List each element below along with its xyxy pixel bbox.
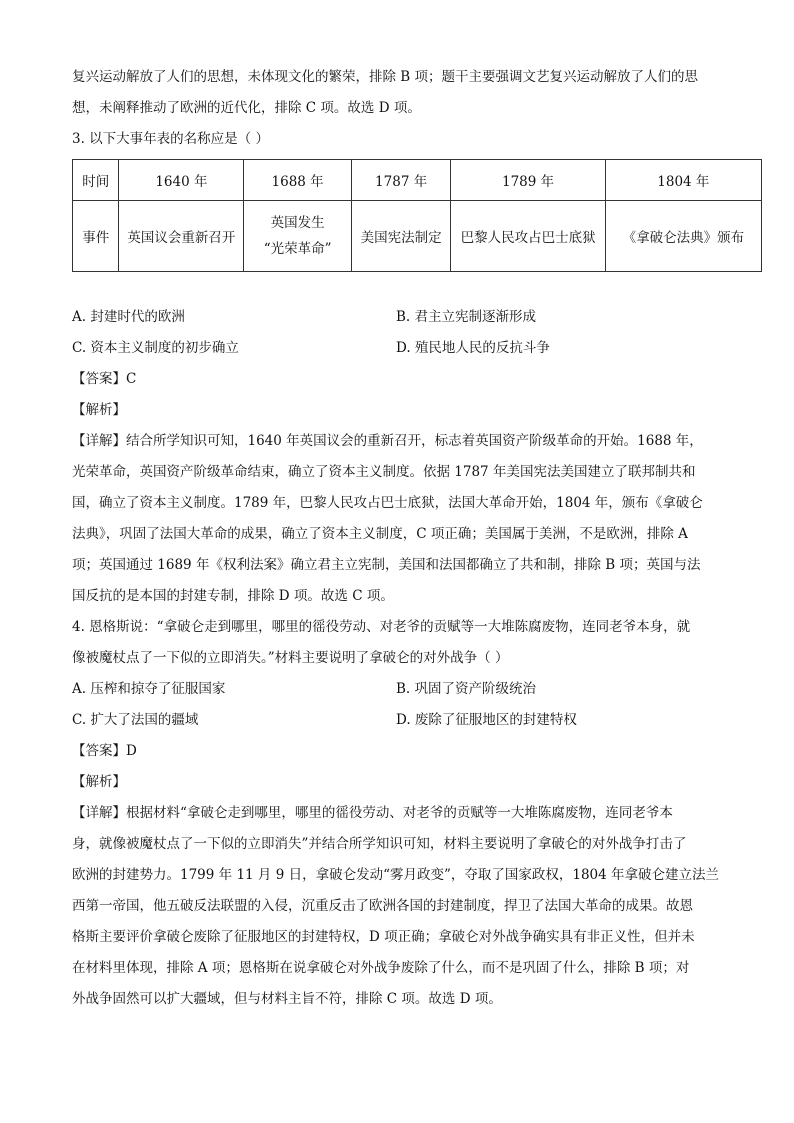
table-cell: 巴黎人民攻占巴士底狱 [451,201,605,272]
q3-detail-line: 【详解】结合所学知识可知，1640 年英国议会的重新召开，标志着英国资产阶级革命的开始。1688 年， [72,433,703,449]
q4-detail-line: 格斯主要评价拿破仑废除了征服地区的封建特权，D 项正确；拿破仑对外战争确实具有非正义性，但并未 [72,929,695,945]
q4-options-row-2 [72,705,722,736]
q3-detail-line: 法典》，巩固了法国大革命的成果，确立了资本主义制度，C 项正确；美国属于美洲，不是欧洲，排除 A [72,526,688,542]
q3-detail-line: 项；英国通过 1689 年《权利法案》确立君主立宪制，美国和法国都确立了共和制，排除 B 项；英国与法 [72,557,701,573]
intro-line-1: 复兴运动解放了人们的思想，未体现文化的繁荣，排除 B 项；题干主要强调文艺复兴运动解放了人们的思 [72,69,699,85]
document-page [72,62,745,1015]
q4-detail-line: 外战争固然可以扩大疆域，但与材料主旨不符，排除 C 项。故选 D 项。 [72,991,502,1007]
q4-detail-line: 身，就像被魔杖点了一下似的立即消失”并结合所学知识可知，材料主要说明了拿破仑的对外战争打击了 [72,836,687,852]
cell-line: “光荣革命” [263,241,332,257]
table-row-time [73,160,762,201]
q3-option-a: A. 封建时代的欧洲 [72,309,185,325]
table-cell: 时间 [73,160,119,201]
q4-detail-line: 【详解】根据材料“拿破仑走到哪里，哪里的徭役劳动、对老爷的贡赋等一大堆陈腐废物，连同老爷本 [72,805,673,821]
table-cell: 1688 年 [244,160,351,201]
q3-option-d: D. 殖民地人民的反抗斗争 [396,340,550,356]
q3-title: 3. 以下大事年表的名称应是（ ） [72,131,269,147]
q3-options-row-1 [72,302,722,333]
q3-detail-line: 国反抗的是本国的封建专制，排除 D 项。故选 C 项。 [72,588,394,604]
table-cell: 1787 年 [351,160,451,201]
q3-option-b: B. 君主立宪制逐渐形成 [396,309,537,325]
q3-detail-line: 国，确立了资本主义制度。1789 年，巴黎人民攻占巴士底狱，法国大革命开始，1804 年，颁布《拿破仑 [72,495,703,511]
q4-detail-line: 在材料里体现，排除 A 项；恩格斯在说拿破仑对外战争废除了什么，而不是巩固了什么，排除 B 项；对 [72,960,690,976]
table-cell: 1804 年 [605,160,761,201]
q4-detail-line: 西第一帝国，他五破反法联盟的入侵，沉重反击了欧洲各国的封建制度，捍卫了法国大革命的成果。故恩 [72,898,693,914]
table-cell: 1789 年 [451,160,605,201]
q4-title-line: 4. 恩格斯说：“拿破仑走到哪里，哪里的徭役劳动、对老爷的贡赋等一大堆陈腐废物，连同老爷本身，就 [72,619,691,635]
q4-detail-line: 欧洲的封建势力。1799 年 11 月 9 日，拿破仑发动“雾月政变”，夺取了国家政权，1804 年拿破仑建立法兰 [72,867,720,883]
q4-analysis-label: 【解析】 [72,774,126,790]
q4-option-c: C. 扩大了法国的疆域 [72,712,199,728]
table-cell: 《拿破仑法典》颁布 [605,201,761,272]
q3-option-c: C. 资本主义制度的初步确立 [72,340,239,356]
q4-option-b: B. 巩固了资产阶级统治 [396,681,537,697]
cell-line: 英国发生 [270,215,325,231]
q4-option-a: A. 压榨和掠夺了征服国家 [72,681,226,697]
table-cell: 英国议会重新召开 [119,201,244,272]
q3-options-row-2 [72,333,722,364]
q3-answer: 【答案】C [72,371,137,387]
q4-options-row-1 [72,674,722,705]
q4-answer: 【答案】D [72,743,137,759]
table-cell: 1640 年 [119,160,244,201]
events-table [72,159,762,272]
intro-line-2: 想，未阐释推动了欧洲的近代化，排除 C 项。故选 D 项。 [72,100,421,116]
q4-title-line: 像被魔杖点了一下似的立即消失。”材料主要说明了拿破仑的对外战争（ ） [72,650,509,666]
table-cell: 美国宪法制定 [351,201,451,272]
q3-detail-line: 光荣革命，英国资产阶级革命结束，确立了资本主义制度。依据 1787 年美国宪法美国建立了联邦制共和 [72,464,696,480]
table-cell: 事件 [73,201,119,272]
table-cell-glorious-revolution [244,201,351,272]
table-row-event [73,201,762,272]
q4-option-d: D. 废除了征服地区的封建特权 [396,712,577,728]
q3-analysis-label: 【解析】 [72,402,126,418]
